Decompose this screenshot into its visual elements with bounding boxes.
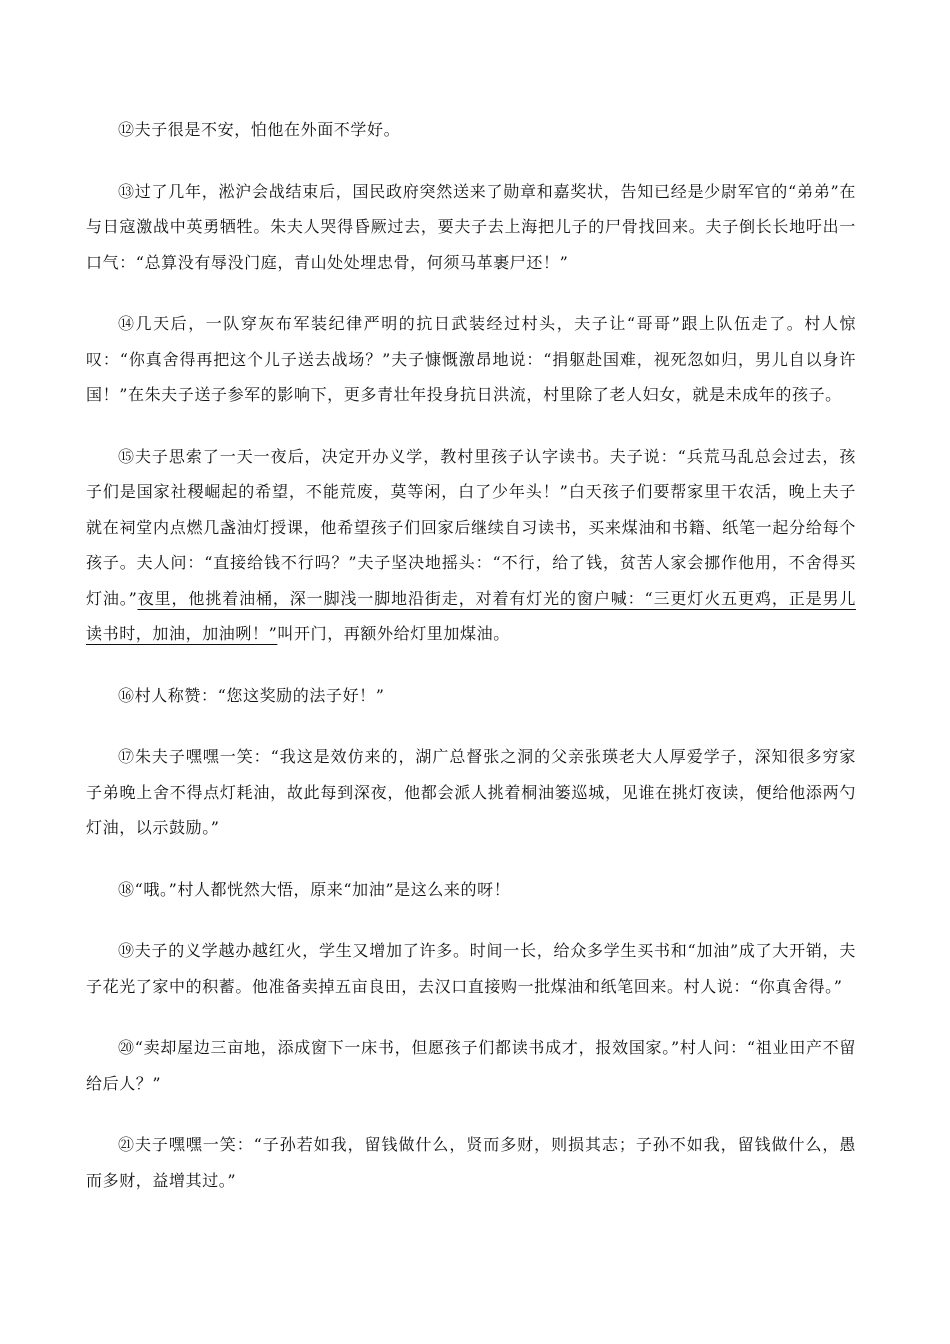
paragraph-16: ⑯村人称赞：“您这奖励的法子好！” bbox=[118, 685, 385, 705]
paragraph-18: ⑱“哦。”村人都恍然大悟，原来“加油”是这么来的呀！ bbox=[118, 879, 511, 899]
paragraph-20: ⑳“卖却屋边三亩地，添成窗下一床书，但愿孩子们都读书成才，报效国家。”村人问：“祖业田产不留给后人？” bbox=[86, 1038, 856, 1093]
paragraph-21: ㉑夫子嘿嘿一笑：“子孙若如我，留钱做什么，贤而多财，则损其志；子孙不如我，留钱做什么，愚而多财，益增其过。” bbox=[86, 1135, 856, 1190]
paragraph-13: ⑬过了几年，淞沪会战结束后，国民政府突然送来了勋章和嘉奖状，告知已经是少尉军官的“弟弟”在与日寇激战中英勇牺牲。朱夫人哭得昏厥过去，要夫子去上海把儿子的尸骨找回来。夫子倒长长地吁出一口气：“总算没有辱没门庭，青山处处埋忠骨，何须马革裹尸还！” bbox=[86, 181, 856, 272]
paragraph-19: ⑲夫子的义学越办越红火，学生又增加了许多。时间一长，给众多学生买书和“加油”成了大开销，夫子花光了家中的积蓄。他准备卖掉五亩良田，去汉口直接购一批煤油和纸笔回来。村人说：“你真舍得。” bbox=[86, 941, 856, 996]
underlined-sentence: 夜里，他挑着油桶，深一脚浅一脚地沿街走，对着有灯光的窗户喊：“三更灯火五更鸡，正是男儿读书时，加油，加油咧！” bbox=[86, 588, 856, 643]
paragraph-15-text: ⑮夫子思索了一天一夜后，决定开办义学，教村里孩子认字读书。夫子说：“兵荒马乱总会过去，孩子们是国家社稷崛起的希望，不能荒废，莫等闲，白了少年头！”白天孩子们要帮家里干农活，晚上夫子就在祠堂内点燃几盏油灯授课，他希望孩子们回家后继续自习读书，买来煤油和书籍、纸笔一起分给每个孩子。夫人问：“直接给钱不行吗？”夫子坚决地摇头：“不行，给了钱，贫苦人家会挪作他用，不舍得买灯油。” bbox=[86, 446, 856, 608]
paragraph-14: ⑭几天后，一队穿灰布军装纪律严明的抗日武装经过村头，夫子让“哥哥”跟上队伍走了。村人惊叹：“你真舍得再把这个儿子送去战场？”夫子慷慨激昂地说：“捐躯赴国难，视死忽如归，男儿自以身许国！”在朱夫子送子参军的影响下，更多青壮年投身抗日洪流，村里除了老人妇女，就是未成年的孩子。 bbox=[86, 314, 856, 404]
paragraph-15-tail: 叫开门，再额外给灯里加煤油。 bbox=[277, 624, 510, 643]
paragraph-17: ⑰朱夫子嘿嘿一笑：“我这是效仿来的，湖广总督张之洞的父亲张瑛老大人厚爱学子，深知很多穷家子弟晚上舍不得点灯耗油，故此每到深夜，他都会派人挑着桐油篓巡城，见谁在挑灯夜读，便给他添两勺灯油，以示鼓励。” bbox=[86, 747, 856, 837]
paragraph-12: ⑫夫子很是不安，怕他在外面不学好。 bbox=[118, 120, 401, 139]
paragraph-15 bbox=[86, 439, 856, 652]
